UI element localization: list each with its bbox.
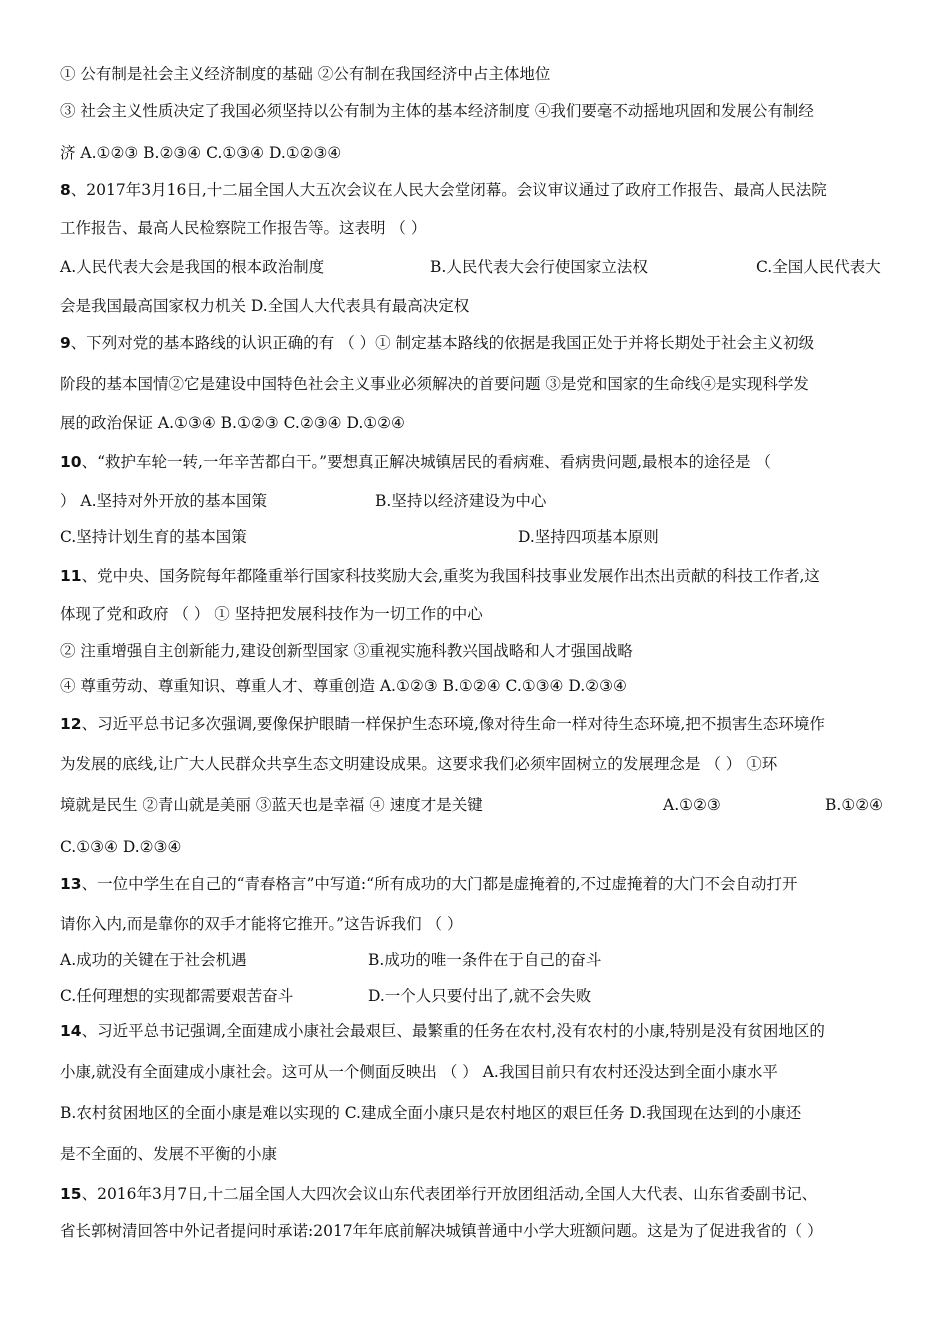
text-line: B.农村贫困地区的全面小康是难以实现的 C.建成全面小康只是农村地区的艰巨任务 D.我国现在达到的小康还 bbox=[60, 1104, 802, 1122]
question-13-line: 13、一位中学生在自己的“青春格言”中写道:“所有成功的大门都是虚掩着的,不过虚掩着的大门不会自动打开 bbox=[60, 875, 798, 893]
text-line: 展的政治保证 A.①③④ B.①②③ C.②③④ D.①②④ bbox=[60, 414, 405, 432]
question-12-line: 12、习近平总书记多次强调,要像保护眼睛一样保护生态环境,像对待生命一样对待生态环境,把不损害生态环境作 bbox=[60, 715, 825, 733]
question-8-line: 8、2017年3月16日,十二届全国人大五次会议在人民大会堂闭幕。会议审议通过了政府工作报告、最高人民法院 bbox=[60, 181, 827, 199]
options-line: A.成功的关键在于社会机遇 B.成功的唯一条件在于自己的奋斗 bbox=[60, 951, 602, 969]
options-line: C.任何理想的实现都需要艰苦奋斗 D.一个人只要付出了,就不会失败 bbox=[60, 987, 592, 1005]
text-line: ② 注重增强自主创新能力,建设创新型国家 ③重视实施科教兴国战略和人才强国战略 bbox=[60, 642, 633, 660]
options-line: C.坚持计划生育的基本国策 D.坚持四项基本原则 bbox=[60, 528, 659, 546]
question-10-line: 10、“救护车轮一转,一年辛苦都白干。”要想真正解决城镇居民的看病难、看病贵问题,最根本的途径是 （ bbox=[60, 453, 771, 471]
options-line: C.①③④ D.②③④ bbox=[60, 838, 182, 856]
text-line: 济 A.①②③ B.②③④ C.①③④ D.①②③④ bbox=[60, 144, 342, 162]
text-line: 小康,就没有全面建成小康社会。这可从一个侧面反映出 （ ） A.我国目前只有农村还没达到全面小康水平 bbox=[60, 1063, 778, 1081]
text-line: ① 公有制是社会主义经济制度的基础 ②公有制在我国经济中占主体地位 bbox=[60, 65, 551, 83]
text-line: 省长郭树清回答中外记者提问时承诺:2017年年底前解决城镇普通中小学大班额问题。这是为了促进我省的（ ） bbox=[60, 1222, 823, 1240]
text-line: ③ 社会主义性质决定了我国必须坚持以公有制为主体的基本经济制度 ④我们要毫不动摇地巩固和发展公有制经 bbox=[60, 102, 814, 120]
options-line: A.人民代表大会是我国的根本政治制度 B.人民代表大会行使国家立法权 C.全国人民代表大 bbox=[60, 258, 881, 276]
text-line: 会是我国最高国家权力机关 D.全国人大代表具有最高决定权 bbox=[60, 297, 470, 315]
options-line: ） A.坚持对外开放的基本国策 B.坚持以经济建设为中心 bbox=[60, 492, 547, 510]
text-line: ④ 尊重劳动、尊重知识、尊重人才、尊重创造 A.①②③ B.①②④ C.①③④ D.②③④ bbox=[60, 677, 627, 695]
question-11-line: 11、党中央、国务院每年都隆重举行国家科技奖励大会,重奖为我国科技事业发展作出杰出贡献的科技工作者,这 bbox=[60, 567, 820, 585]
question-14-line: 14、习近平总书记强调,全面建成小康社会最艰巨、最繁重的任务在农村,没有农村的小康,特别是没有贫困地区的 bbox=[60, 1022, 825, 1040]
text-line: 阶段的基本国情②它是建设中国特色社会主义事业必须解决的首要问题 ③是党和国家的生命线④是实现科学发 bbox=[60, 375, 809, 393]
question-9-line: 9、下列对党的基本路线的认识正确的有 （ ）① 制定基本路线的依据是我国正处于并将长期处于社会主义初级 bbox=[60, 334, 815, 352]
options-line: 境就是民生 ②青山就是美丽 ③蓝天也是幸福 ④ 速度才是关键 A.①②③ B.①②④ bbox=[60, 796, 884, 814]
text-line: 为发展的底线,让广大人民群众共享生态文明建设成果。这要求我们必须牢固树立的发展理念是 （ ） ①环 bbox=[60, 755, 778, 773]
text-line: 体现了党和政府 （ ） ① 坚持把发展科技作为一切工作的中心 bbox=[60, 605, 483, 623]
text-line: 工作报告、最高人民检察院工作报告等。这表明 （ ） bbox=[60, 219, 427, 237]
question-15-line: 15、2016年3月7日,十二届全国人大四次会议山东代表团举行开放团组活动,全国人大代表、山东省委副书记、 bbox=[60, 1185, 818, 1203]
text-line: 是不全面的、发展不平衡的小康 bbox=[60, 1145, 278, 1163]
text-line: 请你入内,而是靠你的双手才能将它推开。”这告诉我们 （ ） bbox=[60, 915, 463, 933]
